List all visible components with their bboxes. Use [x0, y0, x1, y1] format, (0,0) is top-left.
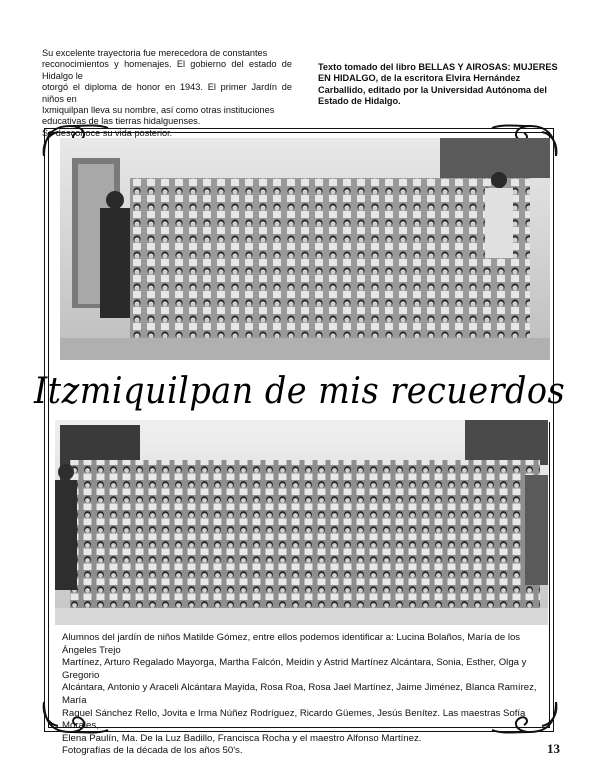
- caption-line: Raquel Sánchez Rello, Jovita e Irma Núñez Rodríguez, Ricardo Güemes, Jesús Benítez. Las maestras Sofía Morales,: [62, 707, 526, 732]
- caption-line: Fotografías de la década de los años 50's.: [62, 745, 243, 757]
- caption-line: Alumnos del jardín de niños Matilde Gómez, entre ellos podemos identificar a: Lucina Bolaños, María de los Ángeles Trejo: [62, 632, 521, 656]
- intro-line: otorgó el diploma de honor en 1943. El primer Jardín de niños en: [42, 82, 292, 104]
- group-photo-bottom: [55, 420, 548, 625]
- intro-line: educativas de las tierras hidalguenses.: [42, 116, 201, 127]
- intro-line: Ixmiquilpan lleva su nombre, así como otras instituciones: [42, 105, 275, 116]
- page-number: 13: [547, 741, 560, 756]
- group-photo-top: [60, 138, 550, 360]
- caption-line: Alcántara, Antonio y Araceli Alcántara Mayida, Rosa Roa, Rosa Jael Martínez, Jaime Jiménez, Blanca Ramírez, María: [62, 682, 537, 706]
- caption-line: Elena Paulín, Ma. De la Luz Badillo, Francisca Rocha y el maestro Alfonso Martínez.: [62, 732, 422, 744]
- intro-line: Su excelente trayectoria fue merecedora de constantes: [42, 48, 268, 58]
- title-band: [34, 360, 566, 422]
- page-title: Itzmiquilpan de mis recuerdos: [34, 370, 566, 412]
- intro-line: Se desconoce su vida posterior.: [42, 127, 173, 138]
- photo-caption: [62, 632, 542, 758]
- source-credit: Texto tomado del libro BELLAS Y AIROSAS: MUJERES EN HIDALGO, de la escritora Elvira Hernández Carballido, editado por la Universidad Autónoma del Estado de Hidalgo.: [318, 62, 558, 107]
- caption-line: Martínez, Arturo Regalado Mayorga, Martha Falcón, Meidin y Astrid Martínez Alcántara, Sonia, Esther, Olga y Gregorio: [62, 657, 527, 681]
- intro-line: reconocimientos y homenajes. El gobierno del estado de Hidalgo le: [42, 59, 292, 81]
